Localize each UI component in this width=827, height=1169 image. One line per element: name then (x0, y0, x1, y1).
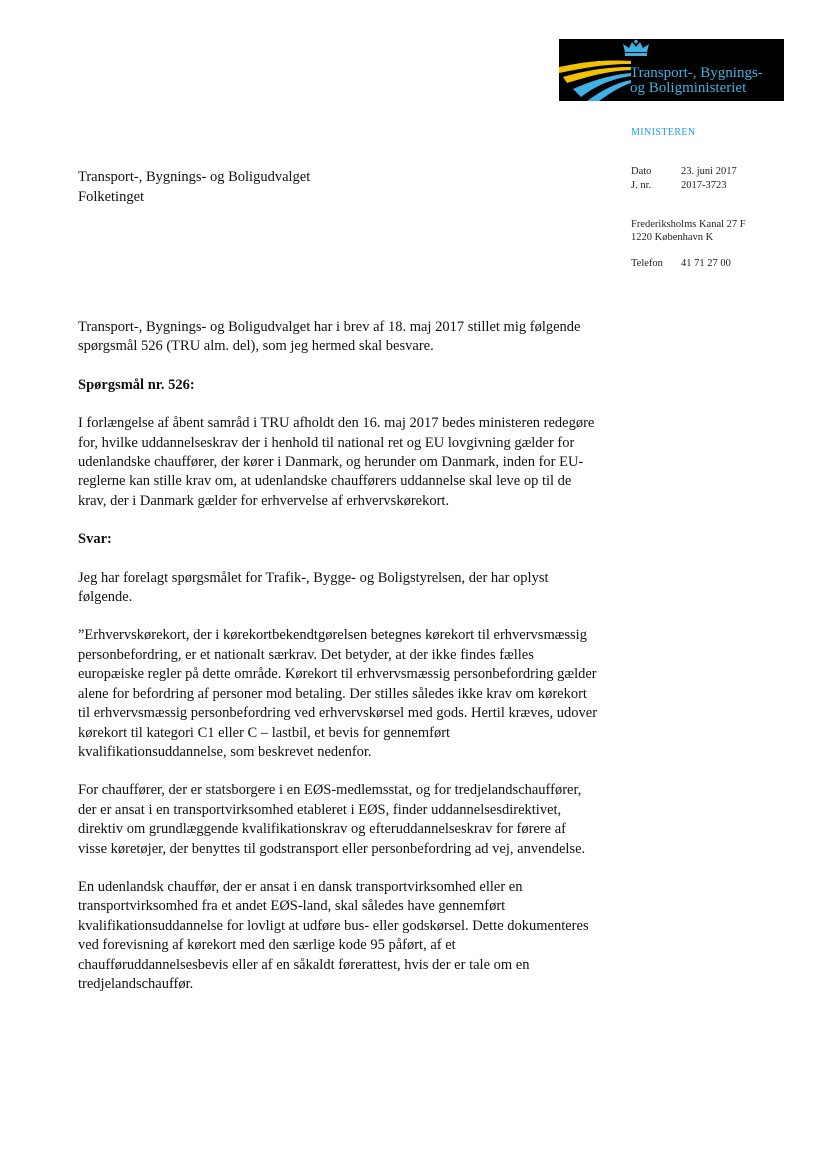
answer-heading: Svar: (78, 531, 112, 548)
address-line-2: 1220 København K (631, 232, 714, 243)
recipient-line-1: Transport-, Bygnings- og Boligudvalget (78, 169, 311, 185)
sender-label: MINISTEREN (631, 127, 696, 138)
journal-value: 2017-3723 (681, 180, 727, 191)
phone-row (631, 257, 731, 270)
recipient-line-2: Folketinget (78, 189, 145, 205)
date-label: Dato (631, 166, 652, 177)
logo-line-1: Transport-, Bygnings- (630, 65, 763, 81)
logo-text (630, 66, 784, 96)
question-paragraph: I forlængelse af åbent samråd i TRU afholdt den 16. maj 2017 bedes ministeren redegøre for, hvilke uddannelseskrav der i henhold til national ret og EU lovgivning gælder for udenlandske chauffører, der kører i Danmark, og herunder om Danmark, inden for EU-reglerne kan stille krav om, at udenlandske chaufførers uddannelse skal leve op til de krav, der i Danmark gælder for erhvervelse af erhvervskørekort. (78, 415, 595, 509)
phone-value: 41 71 27 00 (681, 258, 731, 269)
answer-paragraph-4: En udenlandsk chauffør, der er ansat i en dansk transportvirksomhed eller en transportvirksomhed fra et andet EØS-land, skal således have gennemført kvalifikationsuddannelse for lovligt at udføre bus- eller godskørsel. Dette dokumenteres ved forevisning af kørekort med den særlige kode 95 påført, af et chaufføruddannelsesbevis eller af en såkaldt førerattest, hvis der er tale om en tredjelandschauffør. (78, 878, 589, 992)
answer-paragraph-3: For chauffører, der er statsborgere i en EØS-medlemsstat, og for tredjelandschauffører, der er ansat i en transportvirksomhed etableret i EØS, finder uddannelsesdirektivet, direktiv om grundlæggende kvalifikationskrav og efteruddannelseskrav for førere af visse køretøjer, der benyttes til godstransport eller personbefordring ad vej, anvendelse. (78, 782, 586, 857)
answer-paragraph-2: ”Erhvervskørekort, der i kørekortbekendtgørelsen betegnes kørekort til erhvervsmæssig personbefordring, er et nationalt særkrav. Det betyder, at der ikke findes fælles europæiske regler på dette område. Kørekort til erhvervsmæssig personbefordring gælder alene for befordring af personer mod betaling. Der stilles således ikke krav om kørekort til erhvervsmæssig personbefordring ved erhvervskørsel med gods. Hertil kræves, udover kørekort til kategori C1 eller C – lastbil, et bevis for gennemført kvalifikationsuddannelse, som beskrevet nedenfor. (78, 627, 598, 760)
question-heading: Spørgsmål nr. 526: (78, 376, 195, 393)
journal-label: J. nr. (631, 180, 652, 191)
answer-paragraph-1: Jeg har forelagt spørgsmålet for Trafik-, Bygge- og Boligstyrelsen, der har oplyst følgende. (78, 569, 549, 606)
logo-line-2: og Boligministeriet (630, 80, 747, 96)
journal-row (631, 179, 727, 192)
crown-top (623, 42, 649, 52)
phone-label: Telefon (631, 258, 663, 269)
intro-paragraph: Transport-, Bygnings- og Boligudvalget har i brev af 18. maj 2017 stillet mig følgende spørgsmål 526 (TRU alm. del), som jeg hermed skal besvare. (78, 319, 581, 355)
address-line-1: Frederiksholms Kanal 27 F (631, 219, 746, 230)
ministry-logo (559, 39, 784, 101)
recipient-block (78, 167, 310, 207)
date-row (631, 165, 737, 178)
letter-body (78, 318, 598, 1013)
crown-base (625, 53, 647, 56)
crown-orb (634, 40, 638, 44)
date-value: 23. juni 2017 (681, 166, 737, 177)
